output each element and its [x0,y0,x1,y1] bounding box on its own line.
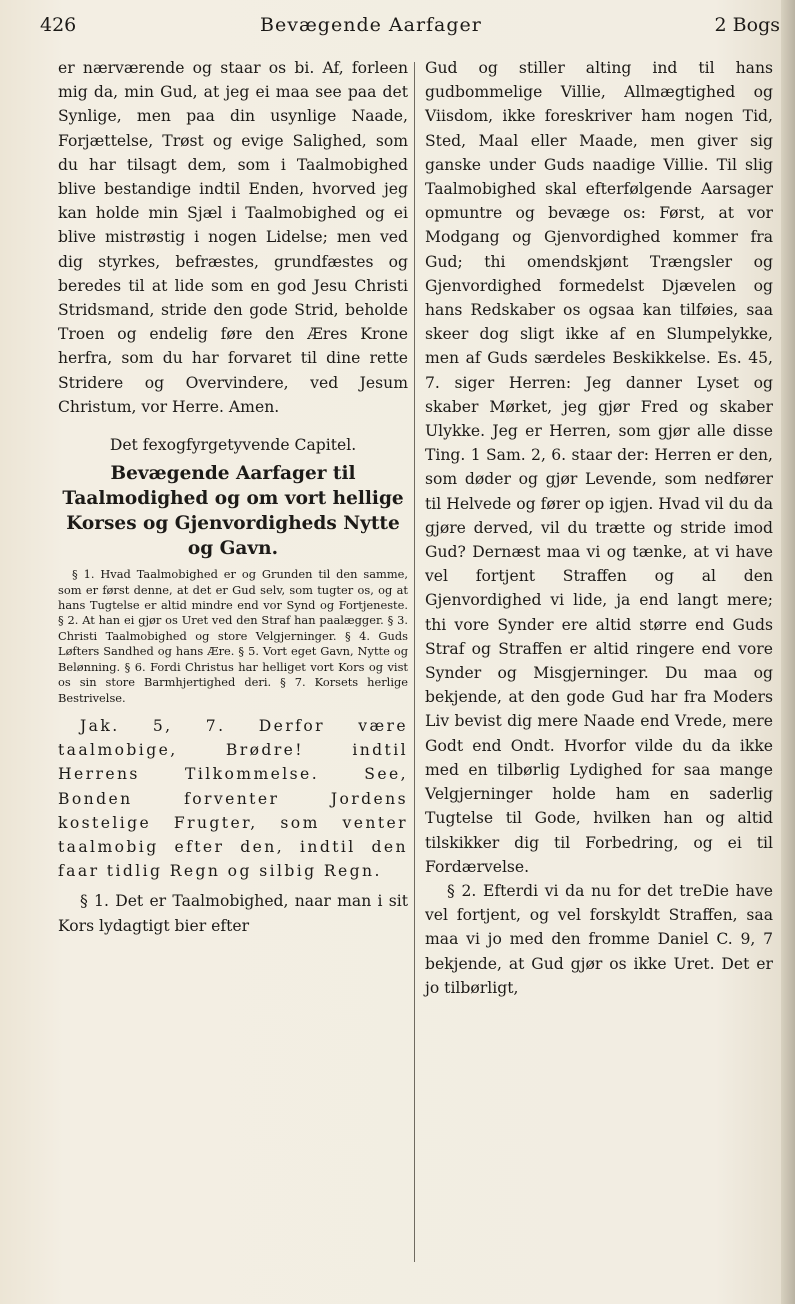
chapter-summary: § 1. Hvad Taalmobighed er og Grunden til den samme, som er først denne, at det er Gud selv, som tugter os, og at hans Tugtelse er altid mindre end vor Synd og Fortjeneste. § 2. At han ei gjør os Uret ved den Straf han paalægger. § 3. Christi Taalmobighed og store Velgjerninger. § 4. Guds Løfters Sandhed og hans Ære. § 5. Vort eget Gavn, Nytte og Belønning. § 6. Fordi Christus har helliget vort Kors og vist os sin store Barmhjertighed deri. § 7. Korsets herlige Bestrivelse. [58,567,408,705]
section-1-start: § 1. Det er Taalmobighed, naar man i sit Kors lydagtigt bier efter [58,892,408,935]
left-column [58,56,408,938]
running-header [40,14,780,44]
chapter-label: Det fexogfyrgetyvende Capitel. [109,436,357,455]
chapter-heading: Bevægende Aarfager til Taalmodighed og om vort hellige Korses og Gjenvordigheds Nytte og Gavn. [62,463,404,560]
page-number: 426 [40,14,77,36]
section-1-continued: Gud og stiller alting ind til hans gudbommelige Villie, Allmægtighed og Viisdom, ikke foreskriver ham nogen Tid, Sted, Maal eller Maade, men giver sig ganske under Guds naadige Villie. Til slig Taalmobighed skal efterfølgende Aarsager opmuntre og bevæge os: Først, at vor Modgang og Gjenvordighed kommer fra Gud; thi omendskjønt Trængsler og Gjenvordighed formedelst Djævelen og hans Redskaber os ogsaa kan tilføies, saa skeer dog sligt ikke af en Slumpelykke, men af Guds særdeles Beskikkelse. Es. 45, 7. siger Herren: Jeg danner Lyset og skaber Mørket, jeg gjør Fred og skaber Ulykke. Jeg er Herren, som gjør alle disse Ting. 1 Sam. 2, 6. staar der: Herren er den, som døder og gjør Levende, som nedfører til Helvede og fører op igjen. Hvad vil du da gjøre derved, vil du trætte og stride imod Gud? Dernæst maa vi og tænke, at vi have vel fortjent Straffen og al den Gjenvordighed vi lide, ja end langt mere; thi vore Synder ere altid større end Guds Straf og Straffen er altid ringere end vore Synder og Misgjerninger. Du maa og bekjende, at den gode Gud har fra Moders Liv bevist dig mere Naade end Vrede, mere Godt end Ondt. Hvorfor vilde du da ikke med en tilbørlig Lydighed for saa mange Velgjerninger holde ham en saderlig Tugtelse til Gode, hvilken han og altid tilskikker dig til Forbedring, og ei til Fordærvelse. [425,59,773,876]
scripture-verse: Jak. 5, 7. Derfor være taalmobige, Brødre! indtil Herrens Tilkommelse. See, Bonden forventer Jordens kostelige Frugter, som venter taalmobig efter den, indtil den faar tidlig Regn og silbig Regn. [58,716,408,881]
closing-prayer: er nærværende og staar os bi. Af, forleen mig da, min Gud, at jeg ei maa see paa det Synlige, men paa din usynlige Naade, Forjættelse, Trøst og evige Salighed, som du har tilsagt dem, som i Taalmobighed blive bestandige indtil Enden, hvorved jeg kan holde min Sjæl i Taalmobighed og ei blive mistrøstig i nogen Lidelse; men ved dig styrkes, befræstes, grundfæstes og beredes til at lide som en god Jesu Christi Stridsmand, stride den gode Strid, beholde Troen og endelig føre den Æres Krone herfra, som du har forvaret til dine rette Stridere og Overvindere, ved Jesum Christum, vor Herre. Amen. [58,59,408,416]
page-edge [781,0,795,1304]
section-2: § 2. Efterdi vi da nu for det treDie have vel fortjent, og vel forskyldt Straffen, saa maa vi jo med den fromme Daniel C. 9, 7 bekjende, at Gud gjør os ikke Uret. Det er jo tilbørligt, [425,881,773,997]
book-marker: 2 Bogs [714,14,780,36]
column-divider [414,62,415,1262]
right-column [425,56,773,1000]
running-title: Bevægende Aarfager [260,14,482,36]
